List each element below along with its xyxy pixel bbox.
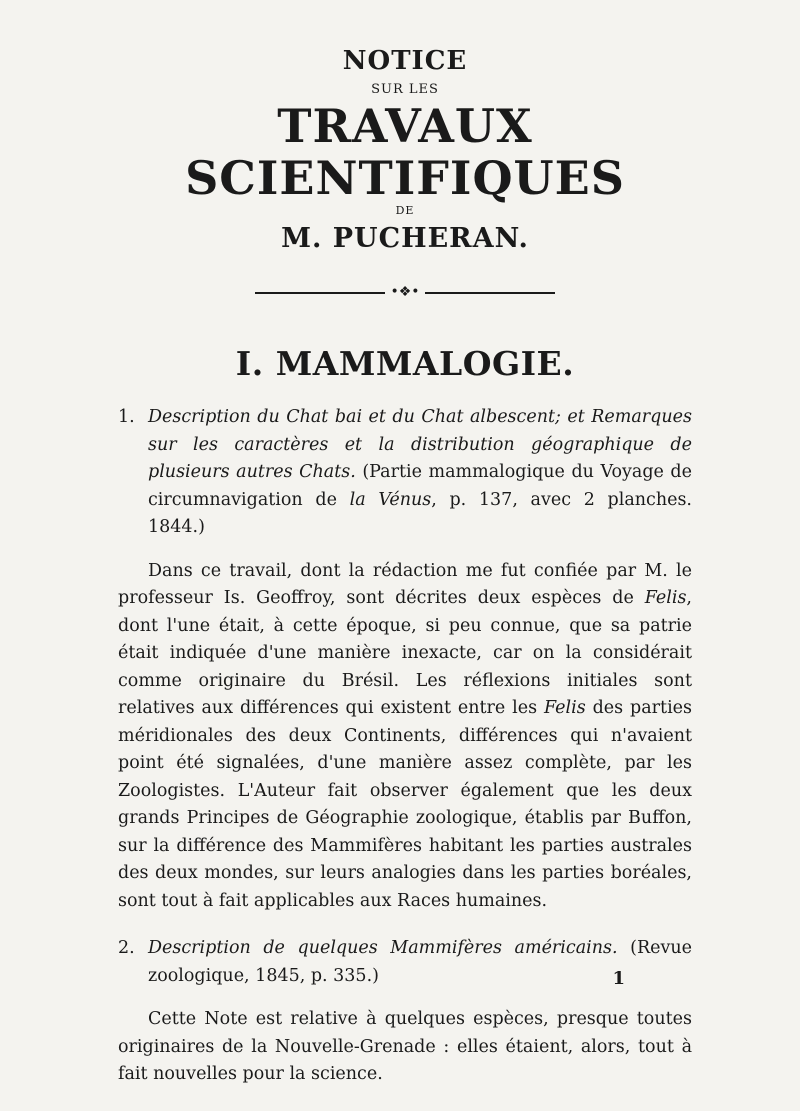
- entry-1-number: 1.: [118, 407, 135, 427]
- fleuron-icon: •❖•: [390, 284, 420, 300]
- de-label: DE: [395, 204, 415, 217]
- felis-term-2: Felis: [544, 698, 586, 718]
- paragraph-2: Cette Note est relative à quelques espèces, presque toutes originaires de la Nouvelle-Grenade : elles étaient, alors, tout à fait nouvelles pour la science.: [118, 1009, 692, 1084]
- entry-2-ref: (Revue zoologique, 1845, p. 335.): [148, 938, 692, 986]
- sur-les-label: SUR LES: [371, 82, 439, 97]
- entry-1: [118, 404, 692, 542]
- author-name: M. PUCHERAN.: [281, 223, 529, 254]
- paragraph-1-part-3: des parties méridionales des deux Continents, différences qui n'avaient point été signalées, d'une manière assez complète, par les Zoologistes. L'Auteur fait observer également que les deux grands Principes de Géographie zoologique, établis par Buffon, sur la différence des Mammifères habitant les parties australes des deux mondes, sur leurs analogies dans les parties boréales, sont tout à fait applicables aux Races humaines.: [118, 698, 693, 911]
- notice-heading: NOTICE: [342, 46, 468, 76]
- main-title: TRAVAUX SCIENTIFIQUES: [185, 99, 625, 205]
- paragraph-1-part-1: Dans ce travail, dont la rédaction me fut confiée par M. le professeur Is. Geoffroy, sont décrites deux espèces de: [118, 560, 692, 608]
- ornamental-divider: [255, 286, 555, 300]
- section-title: I. MAMMALOGIE.: [235, 344, 575, 383]
- page-number: 1: [612, 968, 625, 989]
- entry-1-ref-ship: la Vénus: [349, 489, 432, 510]
- entry-1-ref-pre: (Partie mammalogique du Voyage de circumnavigation de: [148, 462, 692, 510]
- paragraph-1: [118, 558, 692, 916]
- entry-2-title: Description de quelques Mammifères américains.: [148, 938, 618, 958]
- entry-1-title: Description du Chat bai et du Chat albescent; et Remarques sur les caractères et la distribution géographique de plusieurs autres Chats.: [148, 407, 692, 482]
- entry-2-number: 2.: [118, 938, 135, 958]
- paragraph-1-part-2: , dont l'une était, à cette époque, si peu connue, que sa patrie était indiquée d'une manière inexacte, car on la considérait comme originaire du Brésil. Les réflexions initiales sont relatives aux différences qui existent entre les: [118, 588, 692, 718]
- entry-2: [118, 935, 692, 990]
- entry-1-ref-post: , p. 137, avec 2 planches. 1844.): [148, 489, 692, 537]
- felis-term-1: Felis: [644, 588, 687, 608]
